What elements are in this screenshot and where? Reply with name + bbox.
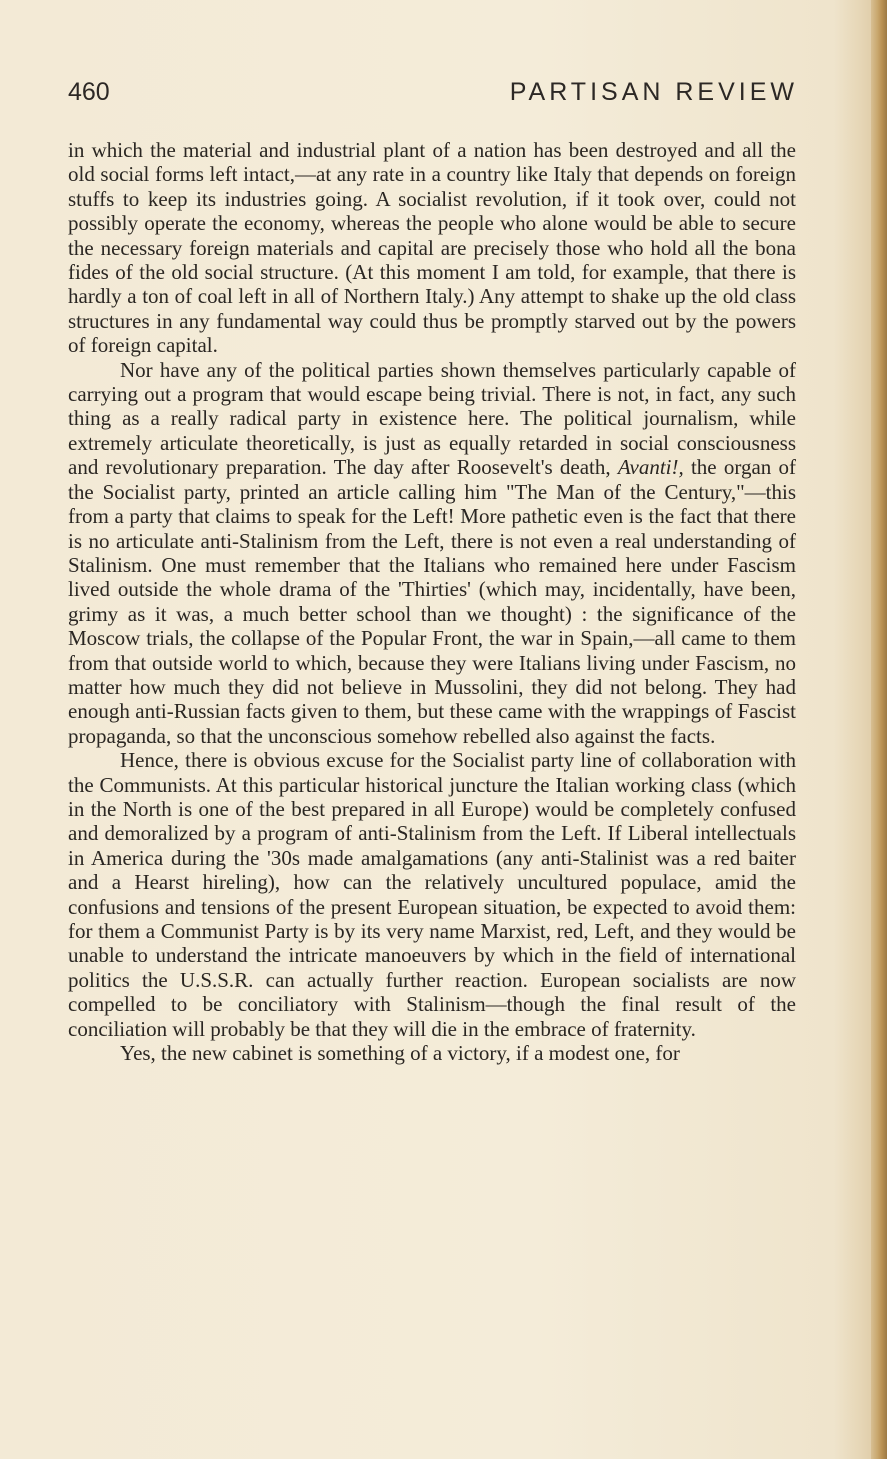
paragraph-socialist-line: Hence, there is obvious excuse for the Socialist party line of collaboration with the Communists. At this particular historical juncture the Italian working class (which in the North is one of the best prepared in all Europe) would be completely confused and demoralized by a program of anti-Stalinism from the Left. If Liberal intellectuals in America during the '30s made amalgamations (any anti-Stalinist was a red baiter and a Hearst hireling), how can the relatively uncultured populace, amid the confusions and tensions of the present European situation, be expected to avoid them: for them a Communist Party is by its very name Marxist, red, Left, and they would be unable to understand the intricate manoeuvers by which in the field of international politics the U.S.S.R. can actually further reaction. European socialists are now compelled to be conciliatory with Stalinism—though the final result of the conciliation will probably be that they will die in the embrace of fraternity.: [68, 748, 796, 1041]
paragraph-continued: in which the material and industrial plant of a nation has been destroyed and all the old social forms left intact,—at any rate in a country like Italy that depends on foreign stuffs to keep its industries going. A socialist revolution, if it took over, could not possibly operate the economy, whereas the people who alone would be able to secure the necessary foreign materials and capital are precisely those who hold all the bona fides of the old social structure. (At this moment I am told, for example, that there is hardly a ton of coal left in all of Northern Italy.) Any attempt to shake up the old class structures in any fundamental way could thus be promptly starved out by the powers of foreign capital.: [68, 138, 796, 358]
article-body: [68, 138, 796, 1065]
page-number: 460: [68, 78, 110, 106]
journal-title: PARTISAN REVIEW: [509, 78, 798, 106]
paragraph-text: the organ of the Socialist party, printed an article calling him "The Man of the Century,"—this from a party that claims to speak for the Left! More pathetic even is the fact that there is no articulate anti-Stalinism from the Left, there is not even a real understanding of Stalinism. One must remember that the Italians who remained here under Fascism lived outside the whole drama of the 'Thirties' (which may, incidentally, have been, grimy as it was, a much better school than we thought) : the significance of the Moscow trials, the collapse of the Popular Front, the war in Spain,—all came to them from that outside world to which, because they were Italians living under Fascism, no matter how much they did not believe in Mussolini, they did not belong. They had enough anti-Russian facts given to them, but these came with the wrappings of Fascist propaganda, so that the unconscious somehow rebelled also against the facts.: [68, 455, 796, 748]
running-head: [68, 78, 798, 112]
paragraph-new-cabinet: Yes, the new cabinet is something of a victory, if a modest one, for: [120, 1041, 680, 1066]
paragraph-text: Nor have any of the political parties shown themselves particularly capable of carrying out a program that would escape being trivial. There is not, in fact, any such thing as a really radical party in existence here. The political journalism, while extremely articulate theoretically, is just as equally retarded in social consciousness and revolutionary preparation. The day after Roosevelt's death,: [68, 357, 796, 480]
paragraph-political-parties: [68, 358, 796, 749]
newspaper-title: Avanti!,: [617, 455, 684, 480]
page-edge-shadow: [871, 0, 887, 1459]
